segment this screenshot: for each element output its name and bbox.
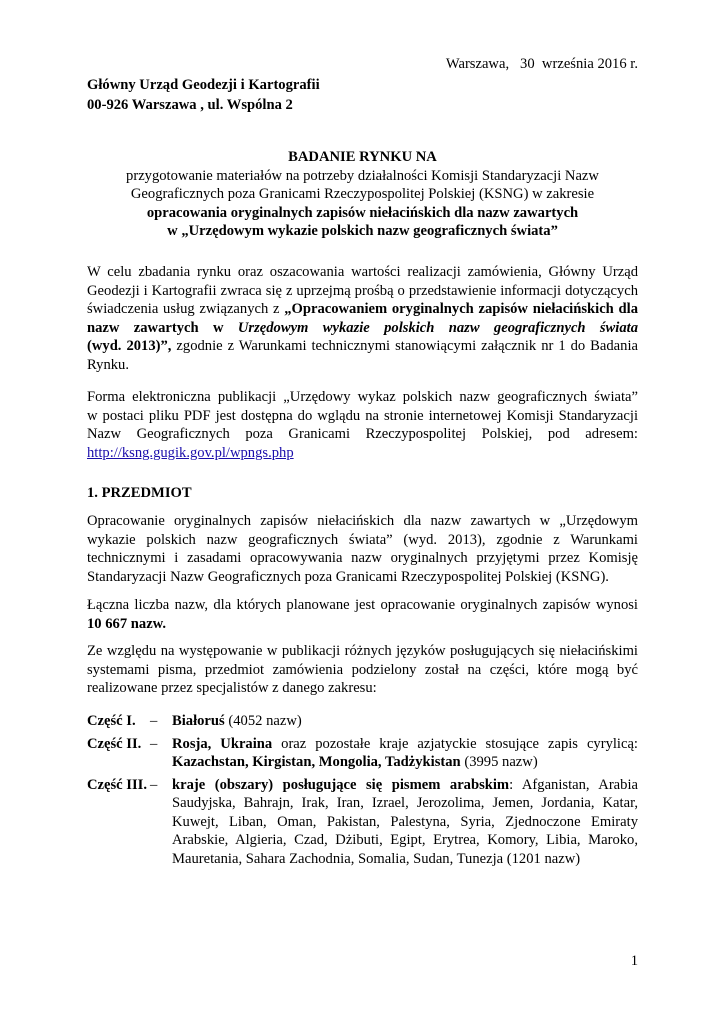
part-line [172, 753, 638, 772]
section-heading-przedmiot: 1. PRZEDMIOT [87, 485, 192, 501]
division-line: systemami pisma, przedmiot zamówienia podzielony został na części, które mogą być [87, 661, 638, 678]
part-line [172, 735, 638, 754]
document-page [87, 0, 638, 1024]
part-text [172, 776, 638, 869]
part-bold-text: Rosja, Ukraina [172, 735, 273, 752]
part-text [172, 712, 638, 731]
part-bold-text: Białoruś [172, 713, 225, 729]
page-number: 1 [630, 953, 638, 969]
division-paragraph [87, 642, 638, 698]
subject-line: wykazie polskich nazw geograficznych świata” (wyd. 2013), zgodnie z Warunkami [87, 531, 638, 548]
intro-line [87, 337, 638, 356]
part-line: Mauretania, Sahara Zachodnia, Somalia, Sudan, Tunezja (1201 nazw) [172, 850, 581, 867]
part-dash: – [150, 776, 158, 793]
office-address [87, 75, 320, 115]
subject-line: Opracowanie oryginalnych zapisów niełacińskich dla nazw zawartych w „Urzędowym [87, 513, 638, 529]
count-paragraph [87, 596, 638, 633]
title-line-4: w „Urzędowym wykazie polskich nazw geograficznych świata” [167, 223, 558, 239]
intro-line [87, 300, 638, 319]
document-title [87, 148, 638, 241]
part-dash: – [150, 735, 158, 752]
intro-line: Geodezji i Kartografii zwraca się z uprzejmą prośbą o przedstawienie informacji dotyczących [87, 282, 638, 299]
intro-bold-text: nazw zawartych w [87, 319, 238, 336]
part-text [172, 735, 638, 772]
office-name: Główny Urząd Geodezji i Kartografii [87, 77, 320, 93]
part-line [172, 776, 638, 795]
subject-line: technicznymi i zasadami opracowywania nazw oryginalnych przyjętymi przez Komisję [87, 550, 638, 566]
intro-line: Rynku. [87, 356, 129, 373]
part-rest-text: (4052 nazw) [224, 713, 302, 729]
part-line: Saudyjska, Bahrajn, Irak, Iran, Izrael, Jerozolima, Jemen, Jordania, Katar, [172, 795, 638, 811]
count-value: 10 667 nazw. [87, 615, 167, 632]
title-line-1: przygotowanie materiałów na potrzeby działalności Komisji Standaryzacji Nazw [126, 167, 599, 184]
part-rest-text: : Afganistan, Arabia [509, 776, 638, 793]
intro-bold-italic-text: Urzędowym wykazie polskich nazw geograficznych świata [237, 319, 638, 336]
part-label: Część III. [87, 776, 147, 793]
title-line-2: Geograficznych poza Granicami Rzeczypospolitej Polskiej (KSNG) w zakresie [130, 186, 595, 202]
part-line: Arabskie, Algieria, Czad, Dżibuti, Egipt, Erytrea, Komory, Libia, Maroko, [172, 832, 638, 848]
intro-paragraph [87, 263, 638, 374]
division-line: realizowane przez specjalistów z danego zakresu: [87, 680, 377, 696]
intro-line [87, 319, 638, 338]
part-rest-text: (3995 nazw) [460, 754, 538, 770]
part-rest-text: oraz pozostałe kraje azjatyckie stosujące zapis cyrylicą: [272, 735, 638, 752]
ksng-link[interactable]: http://ksng.gugik.gov.pl/wpngs.php [87, 444, 294, 461]
subject-line: Standaryzacji Nazw Geograficznych poza Granicami Rzeczypospolitej Polskiej (KSNG). [87, 568, 609, 585]
intro-bold-text: „Opracowaniem oryginalnych zapisów niełacińskich dla [284, 301, 638, 317]
parts-list [87, 712, 638, 872]
part-item [87, 776, 638, 869]
form-line: Nazw Geograficznych poza Granicami Rzeczypospolitej Polskiej, pod adresem: [87, 426, 638, 442]
part-item [87, 712, 638, 731]
part-line [172, 712, 638, 731]
part-bold-text: kraje (obszary) posługujące się pismem arabskim [172, 776, 510, 793]
part-line: Kuwejt, Liban, Oman, Pakistan, Palestyna, Syria, Zjednoczone Emiraty [172, 813, 638, 830]
title-line-3: opracowania oryginalnych zapisów niełacińskich dla nazw zawartych [146, 204, 579, 221]
part-label: Część II. [87, 735, 142, 752]
title-heading: BADANIE RYNKU NA [288, 149, 437, 165]
part-label: Część I. [87, 713, 136, 729]
office-street: 00-926 Warszawa , ul. Wspólna 2 [87, 97, 293, 113]
document-date: Warszawa, 30 września 2016 r. [445, 56, 638, 72]
form-line: w postaci pliku PDF jest dostępna do wglądu na stronie internetowej Komisji Standaryzacji [87, 407, 638, 424]
intro-text: zgodnie z Warunkami technicznymi stanowiącymi załącznik nr 1 do Badania [171, 338, 638, 354]
intro-text: świadczenia usług związanych z [87, 301, 285, 317]
intro-bold-text: (wyd. 2013)”, [87, 338, 172, 354]
count-line: Łączna liczba nazw, dla których planowane jest opracowanie oryginalnych zapisów wynosi [87, 597, 638, 613]
intro-line: W celu zbadania rynku oraz oszacowania wartości realizacji zamówienia, Główny Urząd [87, 264, 638, 280]
form-line [87, 444, 638, 463]
part-item [87, 735, 638, 772]
subject-paragraph [87, 512, 638, 586]
form-paragraph [87, 388, 638, 462]
part-dash: – [150, 713, 158, 729]
form-line: Forma elektroniczna publikacji „Urzędowy wykaz polskich nazw geograficznych świata” [87, 389, 638, 405]
division-line: Ze względu na występowanie w publikacji różnych języków posługujących się niełacińskimi [87, 643, 638, 659]
part-bold-text: Kazachstan, Kirgistan, Mongolia, Tadżykistan [172, 754, 461, 770]
